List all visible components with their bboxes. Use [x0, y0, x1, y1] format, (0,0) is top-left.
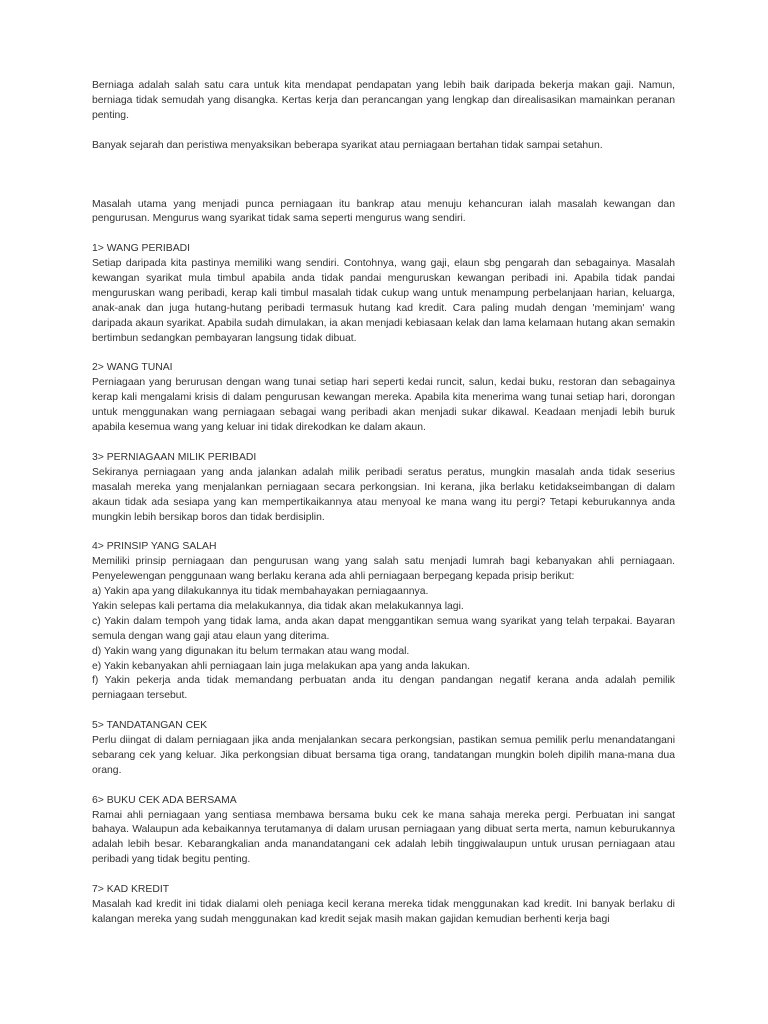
section-body: Perlu diingat di dalam perniagaan jika anda menjalankan secara perkongsian, pastikan semua pemilik perlu menandatangani sebarang cek yang keluar. Jika perkongsian dibuat bersama tiga orang, tandatangan mungkin boleh dipilih mana-mana dua orang. [92, 735, 675, 776]
intro-paragraph-2: Banyak sejarah dan peristiwa menyaksikan beberapa syarikat atau perniagaan bertahan tidak sampai setahun. [92, 139, 603, 151]
section-line: a) Yakin apa yang dilakukannya itu tidak membahayakan perniagaannya. [92, 586, 429, 598]
section-body: Perniagaan yang berurusan dengan wang tunai setiap hari seperti kedai runcit, salun, kedai buku, restoran dan sebagainya kerap kali mengalami krisis di dalam pengurusan kewangan mereka. Apabila kita menerima wang tunai setiap hari, dorongan untuk menggunakan wang perniagaan sebagai wang peribadi akan menjadi sukar dikawal. Keadaan menjadi lebih buruk apabila kesemua wang yang keluar ini tidak direkodkan ke dalam akaun. [92, 377, 675, 434]
section-heading: 1> WANG PERIBADI [92, 243, 191, 255]
section-line: Yakin selepas kali pertama dia melakukannya, dia tidak akan melakukannya lagi. [92, 600, 464, 612]
section-body: Sekiranya perniagaan yang anda jalankan adalah milik peribadi seratus peratus, mungkin masalah anda tidak seserius masalah mereka yang menjalankan perniagaan secara perkongsian. Ini kerana, jika berlaku ketidakseimbangan di dalam akaun tidak ada sesiapa yang kan mempertikaikannya atau menyoal ke mana wang itu pergi? Tetapi keburukannya anda mungkin lebih bersikap boros dan tidak berdisiplin. [92, 466, 675, 523]
section-wang-peribadi [92, 242, 675, 346]
section-buku-cek-ada-bersama [92, 794, 675, 869]
section-wang-tunai [92, 361, 675, 436]
section-heading: 3> PERNIAGAAN MILIK PERIBADI [92, 451, 257, 463]
section-line: d) Yakin wang yang digunakan itu belum termakan atau wang modal. [92, 645, 410, 657]
section-line: e) Yakin kebanyakan ahli perniagaan lain juga melakukan apa yang anda lakukan. [92, 660, 470, 672]
section-body: Masalah kad kredit ini tidak dialami oleh peniaga kecil kerana mereka tidak menggunakan kad kredit. Ini banyak berlaku di kalangan mereka yang sudah menggunakan kad kredit sejak masih makan gajidan kemudian berhenti kerja bagi [92, 899, 675, 925]
document-page [92, 79, 675, 943]
section-heading: 4> PRINSIP YANG SALAH [92, 541, 217, 553]
intro-paragraph-1: Berniaga adalah salah satu cara untuk kita mendapat pendapatan yang lebih baik daripada bekerja makan gaji. Namun, berniaga tidak semudah yang disangka. Kertas kerja dan perancangan yang lengkap dan direalisasikan mamainkan peranan penting. [92, 80, 675, 121]
section-line: f) Yakin pekerja anda tidak memandang perbuatan anda itu dengan pandangan negatif kerana anda adalah pemilik perniagaan tersebut. [92, 675, 675, 702]
section-prinsip-yang-salah [92, 540, 675, 704]
section-body: Setiap daripada kita pastinya memiliki wang sendiri. Contohnya, wang gaji, elaun sbg pengarah dan sebagainya. Masalah kewangan syarikat mula timbul apabila anda tidak pandai menguruskan kewangan peribadi ini. Apabila tidak pandai menguruskan wang peribadi, kerap kali timbul masalah tidak cukup wang untuk menampung perbelanjaan harian, keluarga, anak-anak dan juga hutang-hutang peribadi termasuk hutang kad kredit. Cara paling mudah dengan 'meminjam' wang daripada akaun syarikat. Apabila sudah dimulakan, ia akan menjadi kebiasaan kelak dan lama kelamaan hutang akan semakin bertimbun sedangkan pembayaran langsung tidak dibuat. [92, 258, 675, 344]
section-heading: 6> BUKU CEK ADA BERSAMA [92, 794, 237, 806]
section-body: Ramai ahli perniagaan yang sentiasa membawa bersama buku cek ke mana sahaja mereka pergi. Perbuatan ini sangat bahaya. Walaupun ada kebaikannya terutamanya di dalam urusan perniagaan yang dibuat serta merta, namun keburukannya adalah lebih besar. Kebarangkalian anda manandatangani cek adalah lebih tinggiwalaupun untuk urusan perniagaan atau peribadi yang tidak begitu penting. [92, 809, 675, 866]
section-line: Memiliki prinsip perniagaan dan pengurusan wang yang salah satu menjadi lumrah bagi kebanyakan ahli perniagaan. Penyelewengan penggunaan wang berlaku kerana ada ahli perniagaan berpegang kepada prisip berikut: [92, 556, 675, 583]
section-heading: 5> TANDATANGAN CEK [92, 720, 207, 732]
section-heading: 2> WANG TUNAI [92, 362, 173, 374]
intro-paragraph-3: Masalah utama yang menjadi punca perniagaan itu bankrap atau menuju kehancuran ialah masalah kewangan dan pengurusan. Mengurus wang syarikat tidak sama seperti mengurus wang sendiri. [92, 198, 675, 225]
section-perniagaan-milik-peribadi [92, 451, 675, 526]
section-line: c) Yakin dalam tempoh yang tidak lama, anda akan dapat menggantikan semua wang syarikat yang telah terpakai. Bayaran semula dengan wang gaji atau elaun yang diterima. [92, 615, 675, 642]
section-heading: 7> KAD KREDIT [92, 884, 170, 896]
section-tandatangan-cek [92, 719, 675, 779]
section-kad-kredit [92, 883, 675, 928]
